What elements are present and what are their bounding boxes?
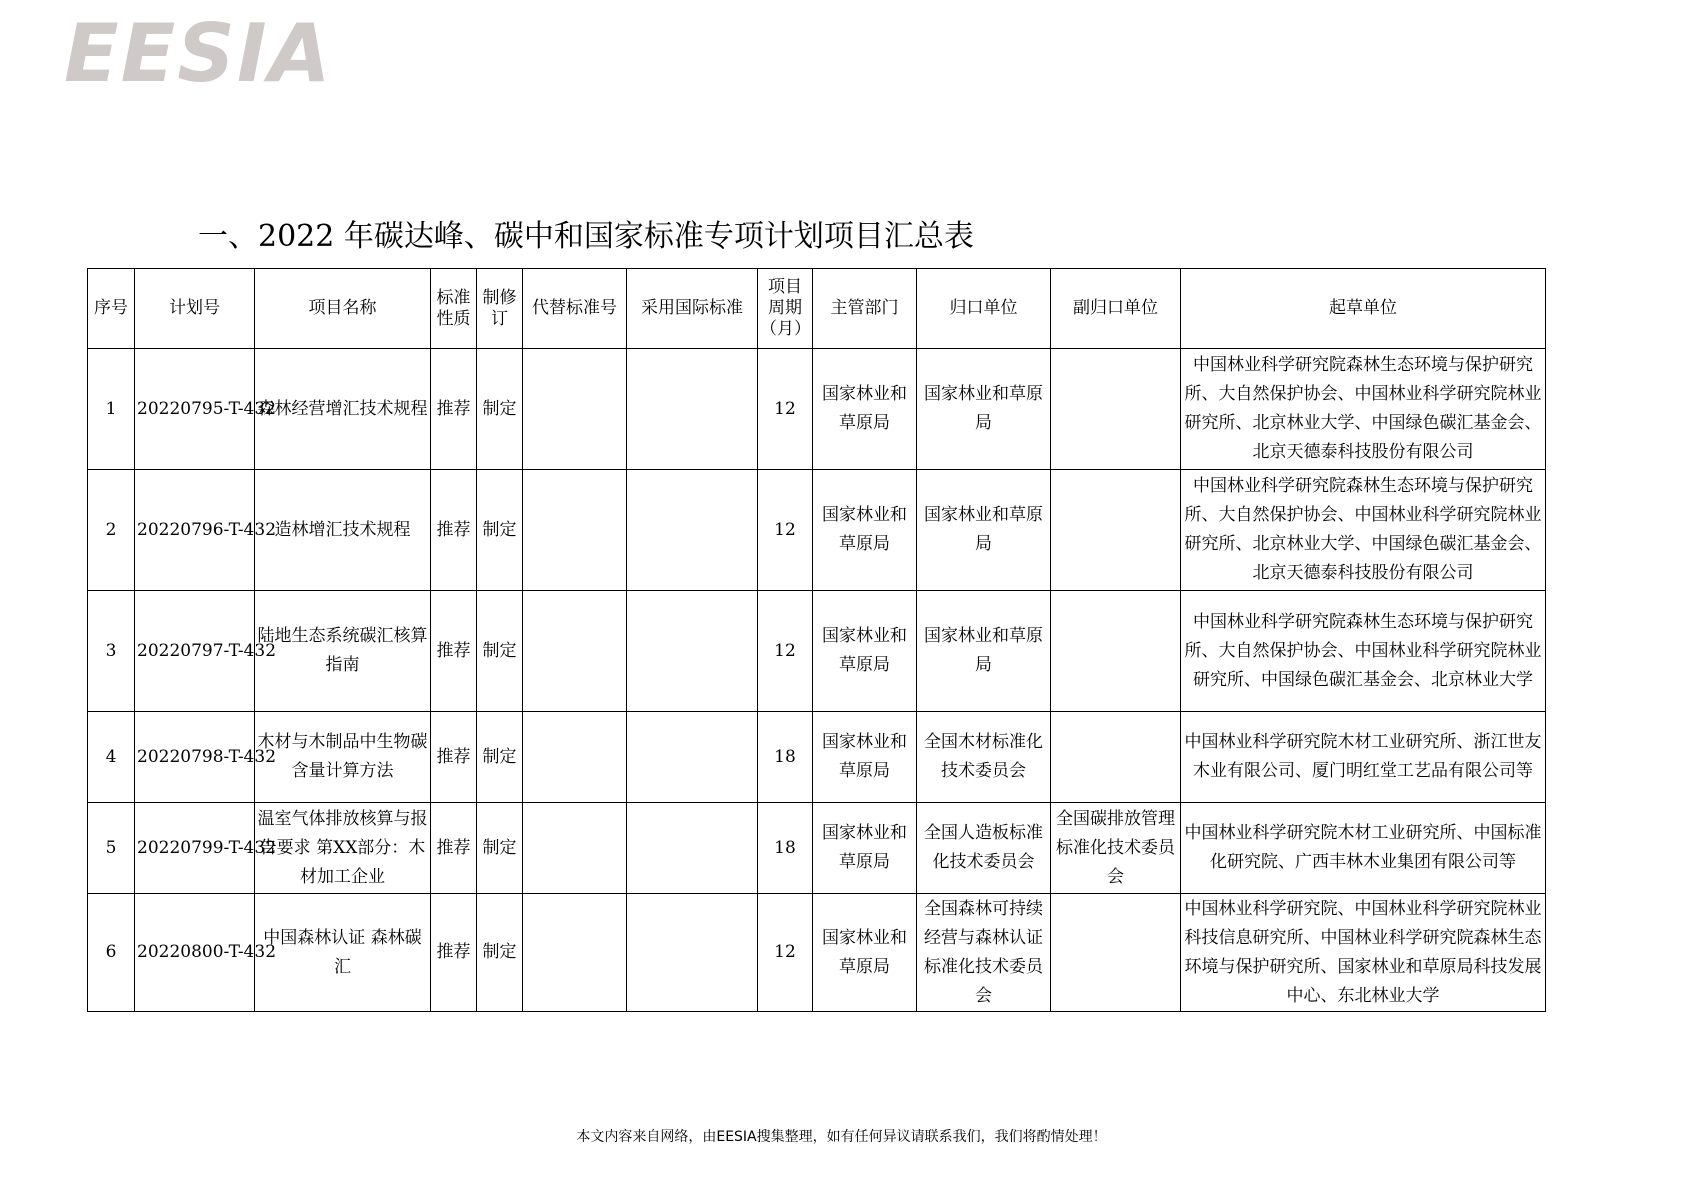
header-no: 序号 [88,269,135,349]
cell-cycle: 18 [758,803,813,894]
cell-subunit [1051,470,1181,591]
cell-name: 造林增汇技术规程 [255,470,431,591]
cell-type: 制定 [477,349,523,470]
cell-unit: 国家林业和草原局 [917,349,1051,470]
cell-no: 1 [88,349,135,470]
cell-plan: 20220797-T-432 [135,591,255,712]
header-dept: 主管部门 [813,269,917,349]
cell-nature: 推荐 [431,349,477,470]
cell-replace [523,470,627,591]
footer-disclaimer: 本文内容来自网络，由EESIA搜集整理，如有任何异议请联系我们，我们将酌情处理！ [576,1129,1107,1145]
cell-drafter: 中国林业科学研究院木材工业研究所、浙江世友木业有限公司、厦门明红堂工艺品有限公司等 [1181,712,1546,803]
cell-type: 制定 [477,894,523,1012]
header-replace: 代替标准号 [523,269,627,349]
cell-cycle: 12 [758,349,813,470]
cell-intl [627,803,758,894]
standards-table [87,268,1546,1012]
cell-dept: 国家林业和草原局 [813,712,917,803]
cell-plan: 20220798-T-432 [135,712,255,803]
cell-subunit [1051,712,1181,803]
cell-plan: 20220795-T-432 [135,349,255,470]
cell-dept: 国家林业和草原局 [813,349,917,470]
cell-subunit [1051,591,1181,712]
cell-replace [523,712,627,803]
cell-type: 制定 [477,591,523,712]
header-intl: 采用国际标准 [627,269,758,349]
cell-dept: 国家林业和草原局 [813,894,917,1012]
cell-nature: 推荐 [431,591,477,712]
cell-unit: 国家林业和草原局 [917,591,1051,712]
table-row [88,894,1546,1012]
cell-dept: 国家林业和草原局 [813,591,917,712]
cell-cycle: 12 [758,470,813,591]
cell-nature: 推荐 [431,470,477,591]
cell-intl [627,894,758,1012]
cell-cycle: 18 [758,712,813,803]
cell-dept: 国家林业和草原局 [813,803,917,894]
cell-drafter: 中国林业科学研究院森林生态环境与保护研究所、大自然保护协会、中国林业科学研究院林业研究所、北京林业大学、中国绿色碳汇基金会、北京天德泰科技股份有限公司 [1181,470,1546,591]
header-nature: 标准性质 [431,269,477,349]
header-drafter: 起草单位 [1181,269,1546,349]
cell-type: 制定 [477,712,523,803]
cell-unit: 全国人造板标准化技术委员会 [917,803,1051,894]
cell-subunit [1051,349,1181,470]
table-row [88,712,1546,803]
cell-name: 中国森林认证 森林碳汇 [255,894,431,1012]
table-row [88,349,1546,470]
header-unit: 归口单位 [917,269,1051,349]
eesia-logo: EESIA [64,7,333,100]
header-subunit: 副归口单位 [1051,269,1181,349]
cell-drafter: 中国林业科学研究院、中国林业科学研究院林业科技信息研究所、中国林业科学研究院森林生态环境与保护研究所、国家林业和草原局科技发展中心、东北林业大学 [1181,894,1546,1012]
cell-replace [523,894,627,1012]
cell-no: 3 [88,591,135,712]
cell-name: 温室气体排放核算与报告要求 第XX部分：木材加工企业 [255,803,431,894]
cell-replace [523,349,627,470]
header-cycle: 项目周期（月） [758,269,813,349]
cell-plan: 20220799-T-432 [135,803,255,894]
page-title: 一、2022 年碳达峰、碳中和国家标准专项计划项目汇总表 [198,219,974,254]
cell-no: 4 [88,712,135,803]
table-row [88,803,1546,894]
cell-type: 制定 [477,470,523,591]
table-row [88,591,1546,712]
cell-name: 森林经营增汇技术规程 [255,349,431,470]
cell-cycle: 12 [758,591,813,712]
header-name: 项目名称 [255,269,431,349]
cell-no: 5 [88,803,135,894]
header-plan: 计划号 [135,269,255,349]
cell-name: 木材与木制品中生物碳含量计算方法 [255,712,431,803]
cell-dept: 国家林业和草原局 [813,470,917,591]
cell-replace [523,591,627,712]
table-header-row [88,269,1546,349]
cell-intl [627,470,758,591]
header-type: 制修订 [477,269,523,349]
cell-nature: 推荐 [431,894,477,1012]
cell-intl [627,349,758,470]
cell-replace [523,803,627,894]
cell-cycle: 12 [758,894,813,1012]
cell-subunit [1051,894,1181,1012]
cell-nature: 推荐 [431,712,477,803]
cell-no: 2 [88,470,135,591]
cell-name: 陆地生态系统碳汇核算指南 [255,591,431,712]
cell-drafter: 中国林业科学研究院木材工业研究所、中国标准化研究院、广西丰林木业集团有限公司等 [1181,803,1546,894]
table-row [88,470,1546,591]
cell-plan: 20220800-T-432 [135,894,255,1012]
cell-nature: 推荐 [431,803,477,894]
cell-unit: 全国森林可持续经营与森林认证标准化技术委员会 [917,894,1051,1012]
cell-drafter: 中国林业科学研究院森林生态环境与保护研究所、大自然保护协会、中国林业科学研究院林业研究所、北京林业大学、中国绿色碳汇基金会、北京天德泰科技股份有限公司 [1181,349,1546,470]
cell-subunit: 全国碳排放管理标准化技术委员会 [1051,803,1181,894]
cell-drafter: 中国林业科学研究院森林生态环境与保护研究所、大自然保护协会、中国林业科学研究院林业研究所、中国绿色碳汇基金会、北京林业大学 [1181,591,1546,712]
cell-unit: 国家林业和草原局 [917,470,1051,591]
cell-unit: 全国木材标准化技术委员会 [917,712,1051,803]
cell-intl [627,591,758,712]
cell-plan: 20220796-T-432 [135,470,255,591]
cell-no: 6 [88,894,135,1012]
cell-intl [627,712,758,803]
cell-type: 制定 [477,803,523,894]
